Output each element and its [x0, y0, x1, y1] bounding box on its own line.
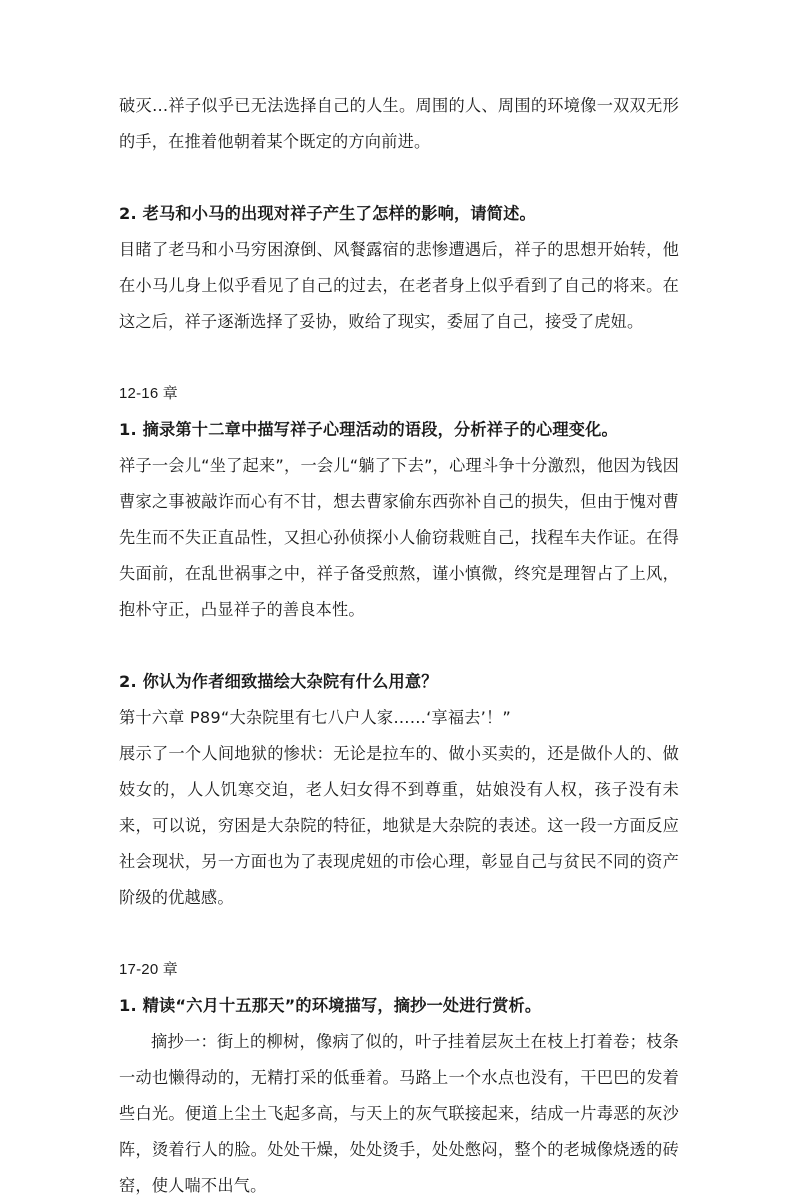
question-dazayuan: 2. 你认为作者细致描绘大杂院有什么用意？	[119, 672, 438, 691]
question-psychology: 1. 摘录第十二章中描写祥子心理活动的语段，分析祥子的心理变化。	[119, 420, 618, 439]
spacer	[119, 160, 679, 196]
chapter-heading-17-20: 17-20 章	[119, 961, 178, 978]
question-environment: 1. 精读“六月十五那天”的环境描写，摘抄一处进行赏析。	[119, 996, 542, 1015]
answer-dazayuan: 展示了一个人间地狱的惨状：无论是拉车的、做小买卖的，还是做仆人的、做妓女的，人人饥寒交迫，老人妇女得不到尊重，姑娘没有人权，孩子没有未来，可以说，穷困是大杂院的特征，地狱是大杂院的表述。这一段一方面反应社会现状，另一方面也为了表现虎妞的市侩心理，彰显自己与贫民不同的资产阶级的优越感。	[119, 744, 679, 907]
spacer	[119, 628, 679, 664]
quote-dazayuan: 第十六章 P89“大杂院里有七八户人家……‘享福去’！”	[119, 708, 511, 727]
spacer	[119, 340, 679, 376]
chapter-heading-12-16: 12-16 章	[119, 385, 178, 402]
answer-laoma-xiaoma: 目睹了老马和小马穷困潦倒、风餐露宿的悲惨遭遇后，祥子的思想开始转，他在小马儿身上似乎看见了自己的过去，在老者身上似乎看到了自己的将来。在这之后，祥子逐渐选择了妥协，败给了现实，委屈了自己，接受了虎妞。	[119, 240, 679, 331]
question-laoma-xiaoma: 2. 老马和小马的出现对祥子产生了怎样的影响，请简述。	[119, 204, 536, 223]
intro-paragraph: 破灭…祥子似乎已无法选择自己的人生。周围的人、周围的环境像一双双无形的手，在推着他朝着某个既定的方向前进。	[119, 96, 679, 151]
answer-psychology: 祥子一会儿“坐了起来”，一会儿“躺了下去”，心理斗争十分激烈，他因为钱因曹家之事被敲诈而心有不甘，想去曹家偷东西弥补自己的损失，但由于愧对曹先生而不失正直品性，又担心孙侦探小人偷窃栽赃自己，找程车夫作证。在得失面前，在乱世祸事之中，祥子备受煎熬，谨小慎微，终究是理智占了上风，抱朴守正，凸显祥子的善良本性。	[119, 456, 679, 619]
document-page	[119, 88, 679, 1204]
spacer	[119, 916, 679, 952]
excerpt-environment: 摘抄一：街上的柳树，像病了似的，叶子挂着层灰土在枝上打着卷；枝条一动也懒得动的，无精打采的低垂着。马路上一个水点也没有，干巴巴的发着些白光。便道上尘土飞起多高，与天上的灰气联接起来，结成一片毒恶的灰沙阵，烫着行人的脸。处处干燥，处处烫手，处处憋闷，整个的老城像烧透的砖窑，使人喘不出气。	[119, 1032, 679, 1195]
